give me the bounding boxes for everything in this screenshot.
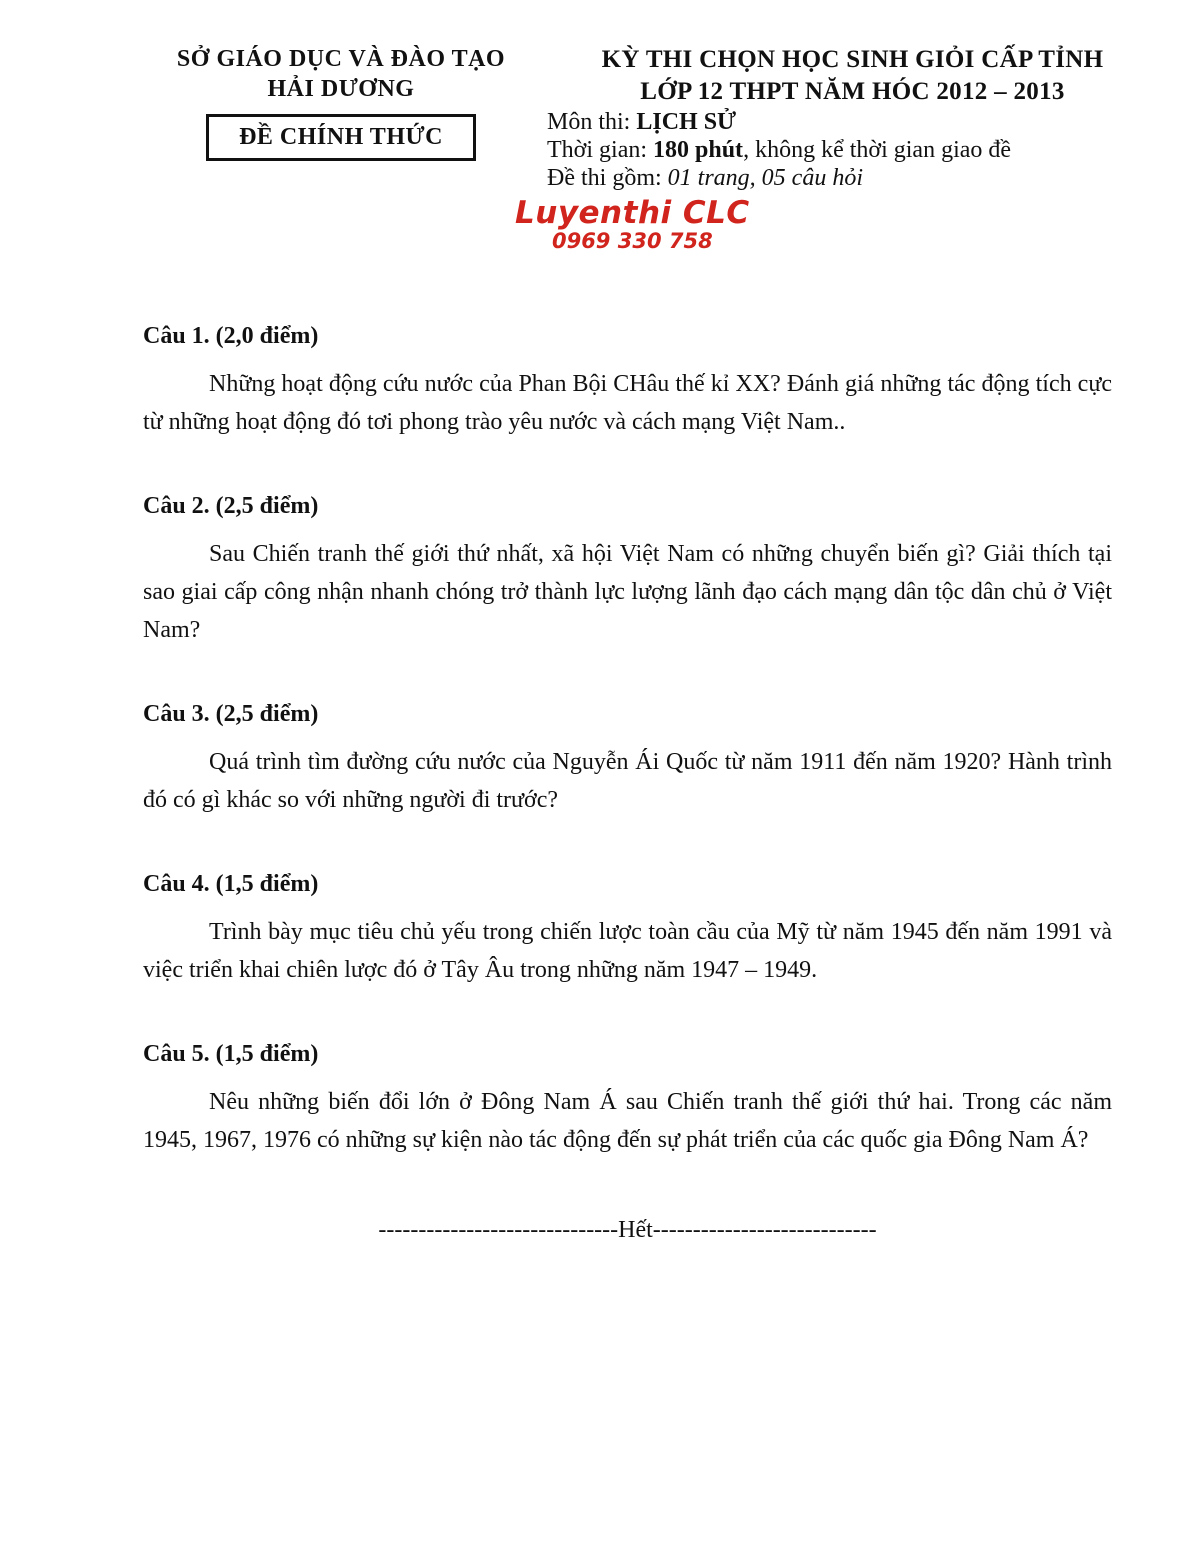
question-3 — [143, 695, 1112, 819]
page-header — [0, 0, 1200, 253]
question-1-text: Những hoạt động cứu nước của Phan Bội CHâu thế kỉ XX? Đánh giá những tác động tích cực từ những hoạt động đó tơi phong trào yêu nước và cách mạng Việt Nam.. — [143, 371, 1112, 435]
question-5-heading: Câu 5. (1,5 điểm) — [143, 1041, 319, 1067]
question-3-text: Quá trình tìm đường cứu nước của Nguyễn Ái Quốc từ năm 1911 đến năm 1920? Hành trình đó có gì khác so với những người đi trước? — [143, 749, 1112, 813]
question-5 — [143, 1035, 1112, 1159]
exam-title-line1: KỲ THI CHỌN HỌC SINH GIỎI CẤP TỈNH — [601, 46, 1104, 73]
subject-line — [547, 108, 1112, 136]
question-3-heading: Câu 3. (2,5 điểm) — [143, 701, 319, 727]
question-4 — [143, 865, 1112, 989]
questions-section — [143, 317, 1112, 1249]
logo-name: Luyenthi CLC — [515, 195, 750, 231]
pages-line — [547, 164, 1112, 192]
pages-value: 01 trang, 05 câu hỏi — [667, 165, 863, 191]
question-4-heading: Câu 4. (1,5 điểm) — [143, 871, 319, 897]
official-exam-stamp-box: ĐỀ CHÍNH THỨC — [206, 114, 476, 161]
exam-title-line2: LỚP 12 THPT NĂM HÓC 2012 – 2013 — [640, 78, 1065, 105]
authority-name-line2: HẢI DƯƠNG — [267, 76, 415, 102]
pages-label: Đề thi gồm: — [547, 165, 668, 191]
question-2-text: Sau Chiến tranh thế giới thứ nhất, xã hội Việt Nam có những chuyển biến gì? Giải thích tại sao giai cấp công nhận nhanh chóng trở thành lực lượng lãnh đạo cách mạng dân tộc dân chủ ở Việt Nam? — [143, 541, 1112, 643]
duration-value: 180 phút — [653, 137, 744, 163]
exam-info-block — [515, 44, 1112, 253]
question-5-text: Nêu những biến đổi lớn ở Đông Nam Á sau Chiến tranh thế giới thứ hai. Trong các năm 1945, 1967, 1976 có những sự kiện nào tác động đến sự phát triển của các quốc gia Đông Nam Á? — [143, 1089, 1112, 1153]
subject-value: LỊCH SỬ — [636, 109, 737, 135]
question-4-text: Trình bày mục tiêu chủ yếu trong chiến lược toàn cầu của Mỹ từ năm 1945 đến năm 1991 và việc triển khai chiên lược đó ở Tây Âu trong những năm 1947 – 1949. — [143, 919, 1112, 983]
authority-name-line1: SỞ GIÁO DỤC VÀ ĐÀO TẠO — [176, 46, 506, 72]
question-1-heading: Câu 1. (2,0 điểm) — [143, 323, 319, 349]
duration-line — [547, 136, 1112, 164]
subject-label: Môn thi: — [547, 109, 637, 135]
end-of-exam-divider: ------------------------------Hết---------------------------- — [378, 1217, 877, 1243]
duration-note: , không kể thời gian giao đề — [743, 137, 1012, 163]
issuing-authority-block — [145, 44, 537, 253]
question-1 — [143, 317, 1112, 441]
luyenthi-clc-logo — [515, 195, 750, 253]
duration-label: Thời gian: — [547, 137, 654, 163]
logo-phone-number: 0969 330 758 — [551, 229, 713, 253]
question-2-heading: Câu 2. (2,5 điểm) — [143, 493, 319, 519]
question-2 — [143, 487, 1112, 649]
